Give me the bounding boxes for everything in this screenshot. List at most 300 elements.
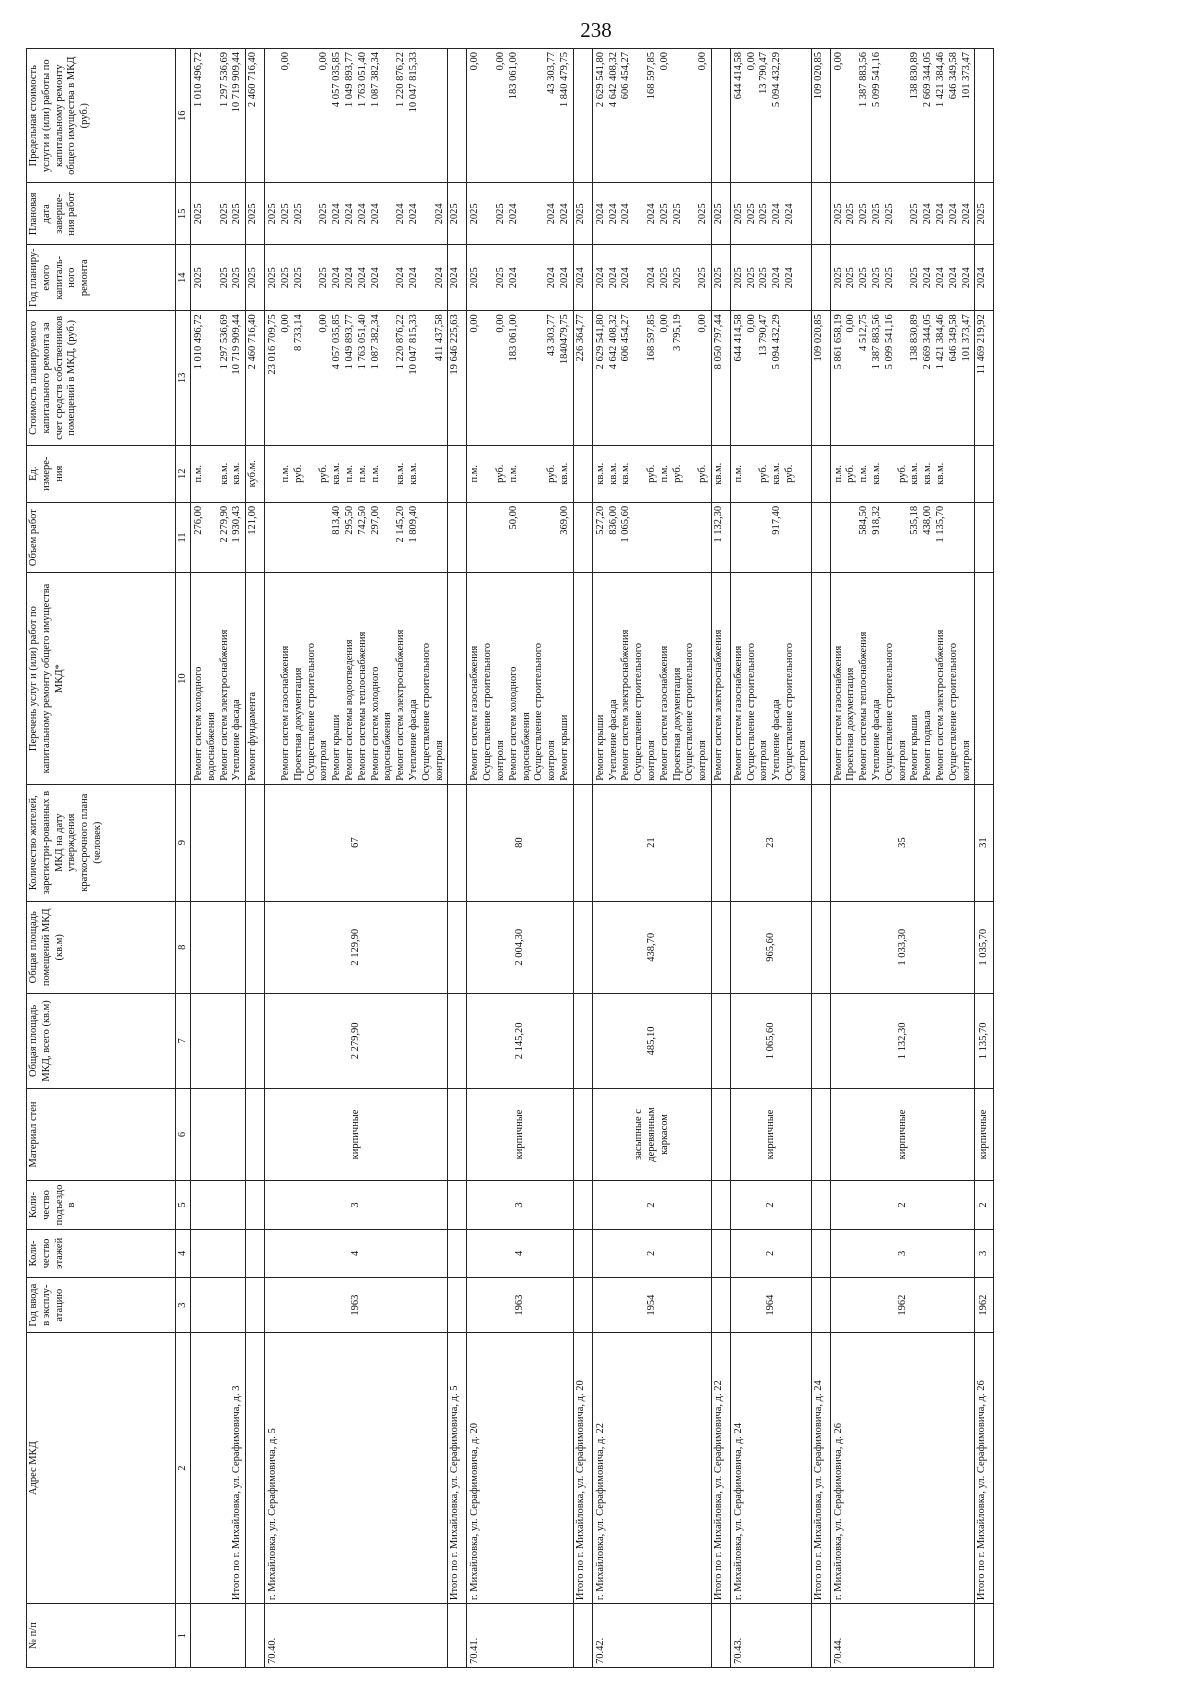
column-number: 10 xyxy=(176,573,191,784)
column-number: 4 xyxy=(176,1229,191,1277)
column-numbers-row xyxy=(176,49,191,1668)
rotated-table-sheet xyxy=(26,48,1166,1668)
cell-limit-cost-line: 5 099 541,16 xyxy=(871,52,883,108)
cell-cost-line: 1 297 536,69 xyxy=(218,314,230,370)
header-end-date: Плановая дата заверше-ния работ xyxy=(27,183,176,245)
header-row xyxy=(27,49,176,1668)
cell-number xyxy=(448,1604,467,1668)
cell-limit-cost-line: 4 057 035,85 xyxy=(331,52,343,108)
cell-end-date-line: 2025 xyxy=(247,203,259,225)
cell-plan-year-line: 2025 xyxy=(871,267,883,289)
cell-limit-cost-line xyxy=(421,52,434,179)
cell-limit-cost-line: 1 297 536,69 xyxy=(218,52,230,108)
cell-plan-year xyxy=(711,245,730,311)
cell-cost-line xyxy=(306,314,319,441)
cell-year xyxy=(191,1278,246,1333)
cell-residents xyxy=(448,784,467,901)
cell-plan-year-line: 2024 xyxy=(620,267,632,289)
cell-entrances: 3 xyxy=(467,1181,573,1229)
cell-works-line: Ремонт подвала xyxy=(922,710,934,781)
cell-cost-line xyxy=(897,314,910,441)
cell-end-date-line: 2024 xyxy=(947,203,959,225)
cell-volume-line: 1 132,30 xyxy=(712,505,724,543)
cell-plan-year-line: 2025 xyxy=(671,267,683,289)
cell-cost-line xyxy=(521,314,534,441)
cell-works xyxy=(730,573,811,784)
cell-volume-line xyxy=(306,506,319,569)
cell-plan-year-line: 2024 xyxy=(922,267,934,289)
cell-volume xyxy=(811,502,830,572)
cell-plan-year-line: 2025 xyxy=(658,267,670,289)
cell-end-date-line: 2025 xyxy=(845,203,857,225)
cell-premises-area: 438,70 xyxy=(592,901,711,994)
cell-plan-year-line: 2025 xyxy=(218,267,230,289)
cell-unit-line: п.м. xyxy=(732,464,744,483)
cell-number xyxy=(975,1604,994,1668)
cell-total-area: 2 279,90 xyxy=(265,994,448,1089)
cell-volume-line: 527,20 xyxy=(594,505,606,535)
cell-plan-year-line xyxy=(382,248,395,307)
cell-plan-year-line: 2025 xyxy=(712,267,724,289)
cell-wall-material xyxy=(811,1088,830,1181)
cell-plan-year-line: 2025 xyxy=(469,267,481,289)
cell-cost-line: 1 387 883,56 xyxy=(871,314,883,370)
cell-limit-cost xyxy=(265,49,448,183)
cell-plan-year xyxy=(246,245,265,311)
cell-volume-line: 917,40 xyxy=(771,505,783,535)
cell-end-date-line: 2025 xyxy=(449,203,461,225)
cell-cost-line: 1 220 876,22 xyxy=(395,314,407,370)
cell-plan-year xyxy=(448,245,467,311)
cell-cost-line: 10 047 815,33 xyxy=(407,314,419,375)
cell-cost xyxy=(730,311,811,445)
cell-premises-area xyxy=(573,901,592,994)
cell-year: 1964 xyxy=(730,1278,811,1333)
cell-works-line: Осуществление строительного xyxy=(883,643,895,781)
cell-end-date-line xyxy=(306,186,319,241)
cell-volume-line xyxy=(521,506,534,569)
cell-plan-year-line: 2025 xyxy=(279,267,291,289)
cell-works-line: Утепление фасада xyxy=(771,699,783,781)
cell-volume-line xyxy=(206,506,219,569)
cell-cost-line: 2 460 716,40 xyxy=(247,314,259,370)
cell-residents xyxy=(711,784,730,901)
cell-works-line: Утепление фасада xyxy=(407,699,419,781)
cell-end-date-line: 2024 xyxy=(343,203,355,225)
cell-premises-area: 1 035,70 xyxy=(975,901,994,994)
column-number: 1 xyxy=(176,1604,191,1668)
cell-end-date-line: 2025 xyxy=(279,203,291,225)
cell-works-line: Ремонт систем холодного xyxy=(193,666,204,781)
cell-cost-line: 8 733,14 xyxy=(292,314,304,351)
cell-end-date xyxy=(975,183,994,245)
cell-volume-line xyxy=(382,506,395,569)
cell-end-date-line: 2025 xyxy=(574,203,586,225)
cell-limit-cost-line xyxy=(482,52,495,179)
cell-cost-line xyxy=(784,314,797,441)
cell-unit-line xyxy=(521,449,534,499)
cell-works-line: Утепление фасада xyxy=(607,699,619,781)
cell-plan-year-line: 2025 xyxy=(858,267,870,289)
cell-plan-year-line: 2025 xyxy=(845,267,857,289)
cell-floors xyxy=(573,1229,592,1277)
cell-address xyxy=(467,1333,573,1604)
cell-plan-year-line: 2024 xyxy=(356,267,368,289)
cell-end-date-line: 2025 xyxy=(318,203,330,225)
cell-limit-cost-line: 644 414,58 xyxy=(732,52,744,100)
cell-cost-line: 168 597,85 xyxy=(645,314,657,362)
cell-volume xyxy=(448,502,467,572)
cell-works-line: Ремонт систем холодного xyxy=(507,666,519,781)
cell-end-date-line: 2025 xyxy=(832,203,844,225)
cell-works-line: Ремонт систем электроснабжения xyxy=(620,629,632,781)
cell-works-line: контроля xyxy=(697,740,709,781)
cell-unit-line: кв.м. xyxy=(331,462,343,485)
cell-works-line: Ремонт систем газоснабжения xyxy=(658,645,670,781)
cell-entrances: 2 xyxy=(975,1181,994,1229)
cell-address xyxy=(830,1333,975,1604)
cell-works-line: Осуществление строительного xyxy=(784,643,796,781)
cell-cost-line: 0,00 xyxy=(279,314,291,333)
cell-works xyxy=(592,573,711,784)
header-entrances: Коли-чество подъездо в xyxy=(27,1181,176,1229)
cell-volume-line xyxy=(797,506,810,569)
cell-plan-year-line xyxy=(482,248,495,307)
cell-unit-line: руб. xyxy=(896,464,908,483)
cell-end-date-line xyxy=(421,186,434,241)
cell-limit-cost xyxy=(975,49,994,183)
cell-works-line: Ремонт систем электроснабжения xyxy=(218,629,230,781)
cell-floors xyxy=(448,1229,467,1277)
cell-number: 70.40. xyxy=(265,1604,448,1668)
cell-works-line xyxy=(267,576,280,780)
cell-plan-year-line: 2025 xyxy=(697,267,709,289)
cell-cost-line: 606 454,27 xyxy=(620,314,632,362)
cell-plan-year xyxy=(265,245,448,311)
cell-floors xyxy=(811,1229,830,1277)
cell-unit xyxy=(265,445,448,502)
column-number: 13 xyxy=(176,311,191,445)
cell-limit-cost xyxy=(448,49,467,183)
cell-end-date-line xyxy=(813,186,826,241)
cell-works xyxy=(830,573,975,784)
cell-unit-line: п.м. xyxy=(469,464,481,483)
cell-works-line: Проектная документация xyxy=(292,667,304,781)
cell-address-line xyxy=(206,1336,219,1600)
cell-limit-cost-line xyxy=(897,52,910,179)
cell-wall-material xyxy=(246,1088,265,1181)
cell-volume-line xyxy=(884,506,897,569)
cell-limit-cost-line: 5 094 432,29 xyxy=(771,52,783,108)
cell-total-area: 1 135,70 xyxy=(975,994,994,1089)
cell-cost-line: 23 016 709,75 xyxy=(267,314,279,375)
cell-address xyxy=(448,1333,467,1604)
cell-entrances xyxy=(573,1181,592,1229)
cell-unit-line: руб. xyxy=(845,464,857,483)
cell-unit-line: кв.м. xyxy=(594,462,606,485)
cell-cost-line: 19 646 225,63 xyxy=(449,314,461,375)
cell-end-date-line xyxy=(533,186,546,241)
column-number: 7 xyxy=(176,994,191,1089)
cell-wall-material xyxy=(711,1088,730,1181)
header-unit: Ед. измере-ния xyxy=(27,445,176,502)
cell-volume-line xyxy=(976,506,989,569)
cell-unit-line xyxy=(421,449,434,499)
cell-unit-line: кв.м. xyxy=(620,462,632,485)
cell-address-line xyxy=(247,1336,260,1600)
cell-plan-year-line: 2025 xyxy=(292,267,304,289)
header-address: Адрес МКД xyxy=(27,1333,176,1604)
cell-unit-line xyxy=(746,449,759,499)
cell-cost-line: 5 099 541,16 xyxy=(883,314,895,370)
cell-unit-line: кв.м. xyxy=(231,462,243,485)
house-row xyxy=(730,49,811,1668)
cell-unit xyxy=(811,445,830,502)
cell-cost-line: 43 303,77 xyxy=(546,314,558,357)
cell-entrances xyxy=(448,1181,467,1229)
cell-end-date-line: 2025 xyxy=(909,203,921,225)
cell-limit-cost-line: 0,00 xyxy=(469,52,481,71)
cell-volume-line xyxy=(575,506,588,569)
cell-unit xyxy=(830,445,975,502)
cell-unit-line xyxy=(382,449,395,499)
cell-cost-line: 10 719 909,44 xyxy=(231,314,243,375)
cell-plan-year-line: 2024 xyxy=(343,267,355,289)
cell-volume-line: 535,18 xyxy=(909,505,921,535)
cell-works-line xyxy=(976,576,989,780)
cell-floors xyxy=(711,1229,730,1277)
total-row xyxy=(448,49,467,1668)
cell-plan-year xyxy=(592,245,711,311)
cell-end-date-line: 2024 xyxy=(546,203,558,225)
cell-cost-line xyxy=(421,314,434,441)
cell-end-date xyxy=(265,183,448,245)
cell-plan-year-line: 2025 xyxy=(832,267,844,289)
cell-plan-year-line: 2024 xyxy=(331,267,343,289)
cell-residents: 21 xyxy=(592,784,711,901)
cell-wall-material xyxy=(448,1088,467,1181)
cell-works-line: Утепление фасада xyxy=(871,699,883,781)
cell-cost xyxy=(592,311,711,445)
cell-cost-line: 2 629 541,80 xyxy=(594,314,606,370)
cell-volume-line: 2 145,20 xyxy=(395,505,407,543)
cell-cost-line: 1 087 382,34 xyxy=(369,314,381,370)
cell-limit-cost-line xyxy=(521,52,534,179)
cell-works-line: Осуществление строительного xyxy=(305,643,317,781)
column-number: 5 xyxy=(176,1181,191,1229)
cell-entrances xyxy=(246,1181,265,1229)
cell-cost-line: 1 763 051,40 xyxy=(356,314,368,370)
cell-plan-year xyxy=(467,245,573,311)
capital-repair-table xyxy=(26,48,994,1668)
cell-end-date-line: 2024 xyxy=(407,203,419,225)
cell-works-line: водоснабжения xyxy=(382,712,394,781)
cell-limit-cost-line: 43 303,77 xyxy=(546,52,558,94)
cell-works-line: водоснабжения xyxy=(520,712,532,781)
page-number: 238 xyxy=(580,18,612,42)
cell-total-area: 1 065,60 xyxy=(730,994,811,1089)
cell-entrances: 2 xyxy=(730,1181,811,1229)
cell-limit-cost-line: 646 349,58 xyxy=(947,52,959,100)
cell-address xyxy=(573,1333,592,1604)
cell-unit-line: кв.м. xyxy=(407,462,419,485)
cell-plan-year-line: 2024 xyxy=(507,267,519,289)
cell-limit-cost-line: 0,00 xyxy=(745,52,757,71)
cell-works-line: Ремонт систем холодного xyxy=(369,666,381,781)
cell-cost-line: 183 061,00 xyxy=(507,314,519,362)
cell-plan-year-line: 2025 xyxy=(745,267,757,289)
cell-address-line: Итого по г. Михайловка, ул. Серафимовича, д. 26 xyxy=(976,1380,988,1601)
cell-residents: 31 xyxy=(975,784,994,901)
cell-volume-line xyxy=(733,506,746,569)
cell-year xyxy=(448,1278,467,1333)
cell-end-date-line: 2025 xyxy=(858,203,870,225)
cell-limit-cost-line xyxy=(434,52,447,179)
cell-total-area xyxy=(246,994,265,1089)
cell-end-date-line: 2024 xyxy=(594,203,606,225)
cell-unit xyxy=(711,445,730,502)
cell-limit-cost-line xyxy=(267,52,280,179)
cell-volume-line xyxy=(469,506,482,569)
cell-wall-material: кирпичные xyxy=(830,1088,975,1181)
cell-limit-cost-line: 1 220 876,22 xyxy=(395,52,407,108)
cell-volume-line: 1 135,70 xyxy=(935,505,947,543)
total-row xyxy=(573,49,592,1668)
cell-limit-cost-line xyxy=(633,52,646,179)
cell-unit-line: п.м. xyxy=(279,464,291,483)
cell-works-line: Ремонт систем электроснабжения xyxy=(935,629,947,781)
cell-volume-line xyxy=(646,506,659,569)
cell-number: 70.42. xyxy=(592,1604,711,1668)
cell-volume-line: 50,00 xyxy=(507,505,519,530)
cell-plan-year-line: 2025 xyxy=(494,267,506,289)
cell-volume-line: 742,50 xyxy=(356,505,368,535)
total-row xyxy=(975,49,994,1668)
cell-works-line: Ремонт системы теплоснабжения xyxy=(356,631,368,781)
cell-total-area: 485,10 xyxy=(592,994,711,1089)
total-row xyxy=(711,49,730,1668)
cell-cost-line: 646 349,58 xyxy=(947,314,959,362)
cell-limit-cost-line: 4 642 408,32 xyxy=(607,52,619,108)
cell-floors: 2 xyxy=(592,1229,711,1277)
cell-plan-year-line: 2025 xyxy=(883,267,895,289)
cell-number xyxy=(246,1604,265,1668)
cell-end-date xyxy=(811,183,830,245)
cell-end-date xyxy=(467,183,573,245)
cell-volume-line: 295,50 xyxy=(343,505,355,535)
cell-limit-cost-line: 2 669 344,05 xyxy=(922,52,934,108)
cell-end-date-line: 2025 xyxy=(193,203,204,225)
cell-unit-line: руб. xyxy=(292,464,304,483)
cell-unit-line xyxy=(533,449,546,499)
cell-unit-line xyxy=(633,449,646,499)
cell-number xyxy=(711,1604,730,1668)
cell-volume-line xyxy=(659,506,672,569)
column-number: 2 xyxy=(176,1333,191,1604)
cell-cost-line xyxy=(797,314,810,441)
cell-number xyxy=(191,1604,246,1668)
cell-cost-line: 0,00 xyxy=(745,314,757,333)
cell-limit-cost-line: 0,00 xyxy=(279,52,291,71)
cell-limit-cost xyxy=(592,49,711,183)
cell-plan-year xyxy=(811,245,830,311)
cell-year: 1954 xyxy=(592,1278,711,1333)
cell-total-area: 2 145,20 xyxy=(467,994,573,1089)
cell-works-line: Проектная документация xyxy=(671,667,683,781)
cell-volume xyxy=(191,502,246,572)
cell-unit-line: кв.м. xyxy=(558,462,570,485)
cell-works-line: Проектная документация xyxy=(845,667,857,781)
cell-works-line: Осуществление строительного xyxy=(633,643,645,781)
cell-limit-cost-line: 1 087 382,34 xyxy=(369,52,381,108)
cell-end-date xyxy=(191,183,246,245)
cell-total-area: 1 132,30 xyxy=(830,994,975,1089)
cell-total-area xyxy=(191,994,246,1089)
cell-wall-material xyxy=(573,1088,592,1181)
cell-unit xyxy=(975,445,994,502)
cell-address xyxy=(975,1333,994,1604)
cell-unit xyxy=(246,445,265,502)
cell-address xyxy=(592,1333,711,1604)
cell-volume-line: 2 279,90 xyxy=(218,505,230,543)
house-row xyxy=(467,49,573,1668)
cell-plan-year-line: 2024 xyxy=(449,267,461,289)
cell-volume xyxy=(730,502,811,572)
cell-plan-year-line xyxy=(797,248,810,307)
cell-unit-line xyxy=(797,449,810,499)
cell-plan-year xyxy=(730,245,811,311)
cell-premises-area xyxy=(811,901,830,994)
cell-address-line: г. Михайловка, ул. Серафимовича, д. 20 xyxy=(469,1422,481,1601)
cell-plan-year-line: 2024 xyxy=(407,267,419,289)
cell-year: 1963 xyxy=(467,1278,573,1333)
cell-cost-line: 109 020,85 xyxy=(812,314,824,362)
cell-cost-line: 0,00 xyxy=(658,314,670,333)
cell-residents: 23 xyxy=(730,784,811,901)
cell-volume-line xyxy=(897,506,910,569)
cell-limit-cost-line xyxy=(713,52,726,179)
cell-limit-cost-line xyxy=(575,52,588,179)
cell-address xyxy=(811,1333,830,1604)
cell-wall-material: кирпичные xyxy=(975,1088,994,1181)
cell-residents xyxy=(811,784,830,901)
cell-cost-line xyxy=(533,314,546,441)
cell-address xyxy=(191,1333,246,1604)
cell-residents: 35 xyxy=(830,784,975,901)
cell-end-date xyxy=(711,183,730,245)
cell-unit-line: кв.м. xyxy=(771,462,783,485)
cell-unit-line xyxy=(267,449,280,499)
cell-wall-material: кирпичные xyxy=(730,1088,811,1181)
cell-limit-cost-line: 0,00 xyxy=(697,52,709,71)
cell-cost xyxy=(573,311,592,445)
cell-address-line: г. Михайловка, ул. Серафимовича, д. 26 xyxy=(832,1422,844,1601)
cell-premises-area xyxy=(711,901,730,994)
cell-volume-line xyxy=(280,506,293,569)
cell-plan-year-line: 2025 xyxy=(318,267,330,289)
cell-works-line: Ремонт систем электроснабжения xyxy=(395,629,407,781)
cell-year: 1963 xyxy=(265,1278,448,1333)
column-number: 6 xyxy=(176,1088,191,1181)
cell-unit-line: п.м. xyxy=(507,464,519,483)
cell-cost-line xyxy=(633,314,646,441)
cell-unit-line: руб. xyxy=(784,464,796,483)
cell-volume xyxy=(711,502,730,572)
cell-cost-line: 4 642 408,32 xyxy=(607,314,619,370)
cell-number xyxy=(573,1604,592,1668)
cell-end-date-line: 2024 xyxy=(935,203,947,225)
cell-works xyxy=(265,573,448,784)
